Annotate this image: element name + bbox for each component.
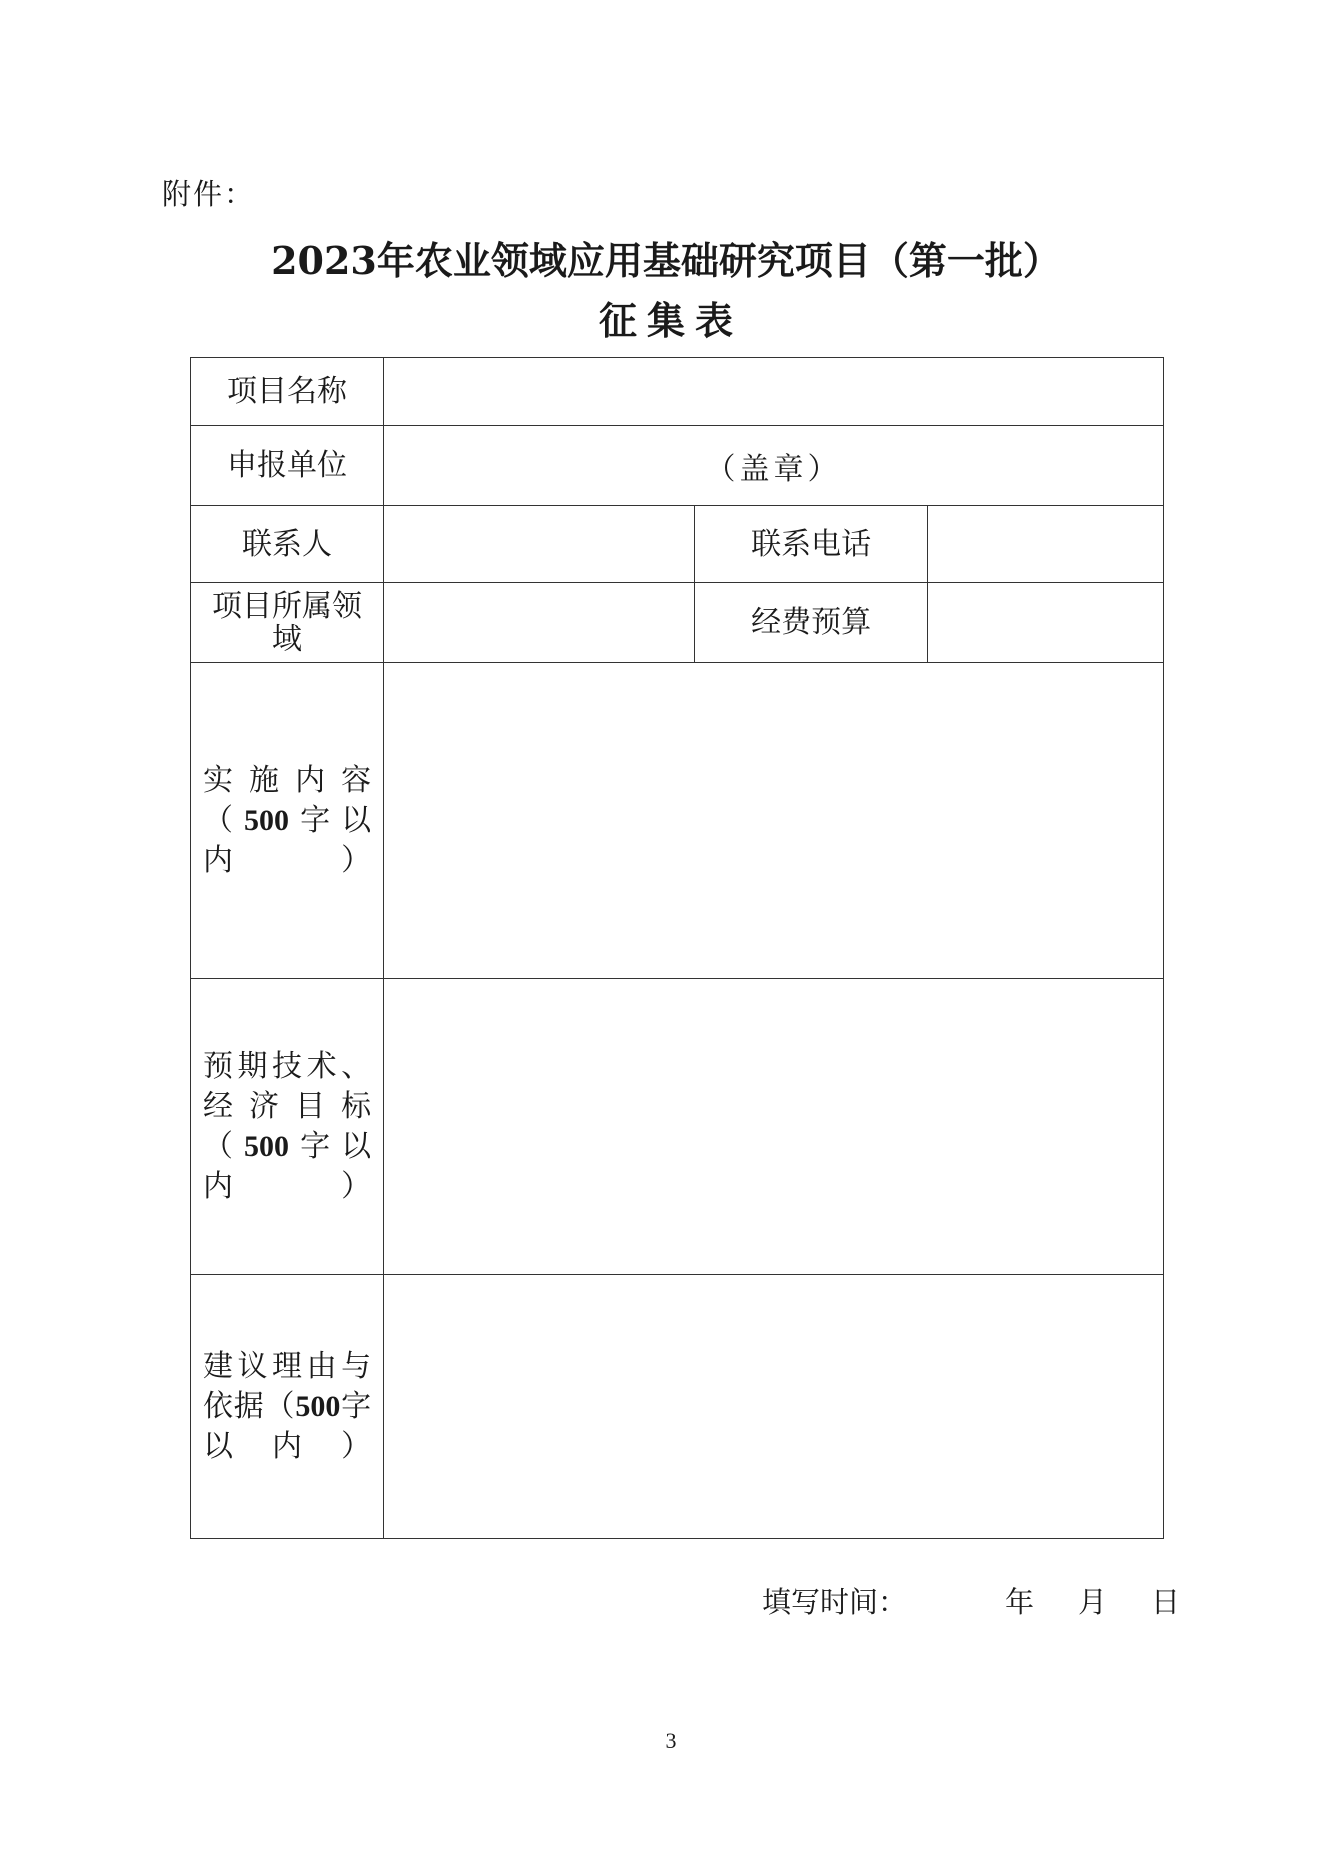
project-field-label: 项目所属领域 bbox=[191, 583, 384, 663]
applicant-unit-label: 申报单位 bbox=[191, 426, 384, 506]
fill-date-label: 填写时间： bbox=[762, 1585, 908, 1619]
page-title: 2023年农业领域应用基础研究项目（第一批） bbox=[271, 238, 1061, 283]
budget-label: 经费预算 bbox=[695, 583, 928, 663]
day-label: 日 bbox=[1151, 1585, 1181, 1619]
collection-form-table bbox=[190, 357, 1164, 1539]
year-label: 年 bbox=[1005, 1585, 1035, 1619]
project-name-label: 项目名称 bbox=[191, 358, 384, 426]
implementation-field[interactable] bbox=[384, 663, 1164, 979]
contact-person-label: 联系人 bbox=[191, 506, 384, 583]
project-field-field[interactable] bbox=[384, 583, 695, 663]
page-number: 3 bbox=[665, 1728, 677, 1753]
attachment-label: 附件： bbox=[162, 177, 256, 211]
fill-date bbox=[762, 1580, 1180, 1621]
applicant-unit-field[interactable]: （盖章） bbox=[384, 426, 1164, 506]
project-name-field[interactable] bbox=[384, 358, 1164, 426]
rationale-field[interactable] bbox=[384, 1275, 1164, 1539]
page-subtitle: 征集表 bbox=[598, 298, 743, 343]
contact-phone-label: 联系电话 bbox=[695, 506, 928, 583]
month-label: 月 bbox=[1078, 1585, 1108, 1619]
contact-phone-field[interactable] bbox=[928, 506, 1164, 583]
contact-person-field[interactable] bbox=[384, 506, 695, 583]
goals-field[interactable] bbox=[384, 979, 1164, 1275]
rationale-label: 建议理由与依据（500字以内） bbox=[191, 1275, 384, 1539]
implementation-label: 实施内容（500字以内） bbox=[191, 663, 384, 979]
budget-field[interactable] bbox=[928, 583, 1164, 663]
goals-label: 预期技术、经济目标（500字以内） bbox=[191, 979, 384, 1275]
